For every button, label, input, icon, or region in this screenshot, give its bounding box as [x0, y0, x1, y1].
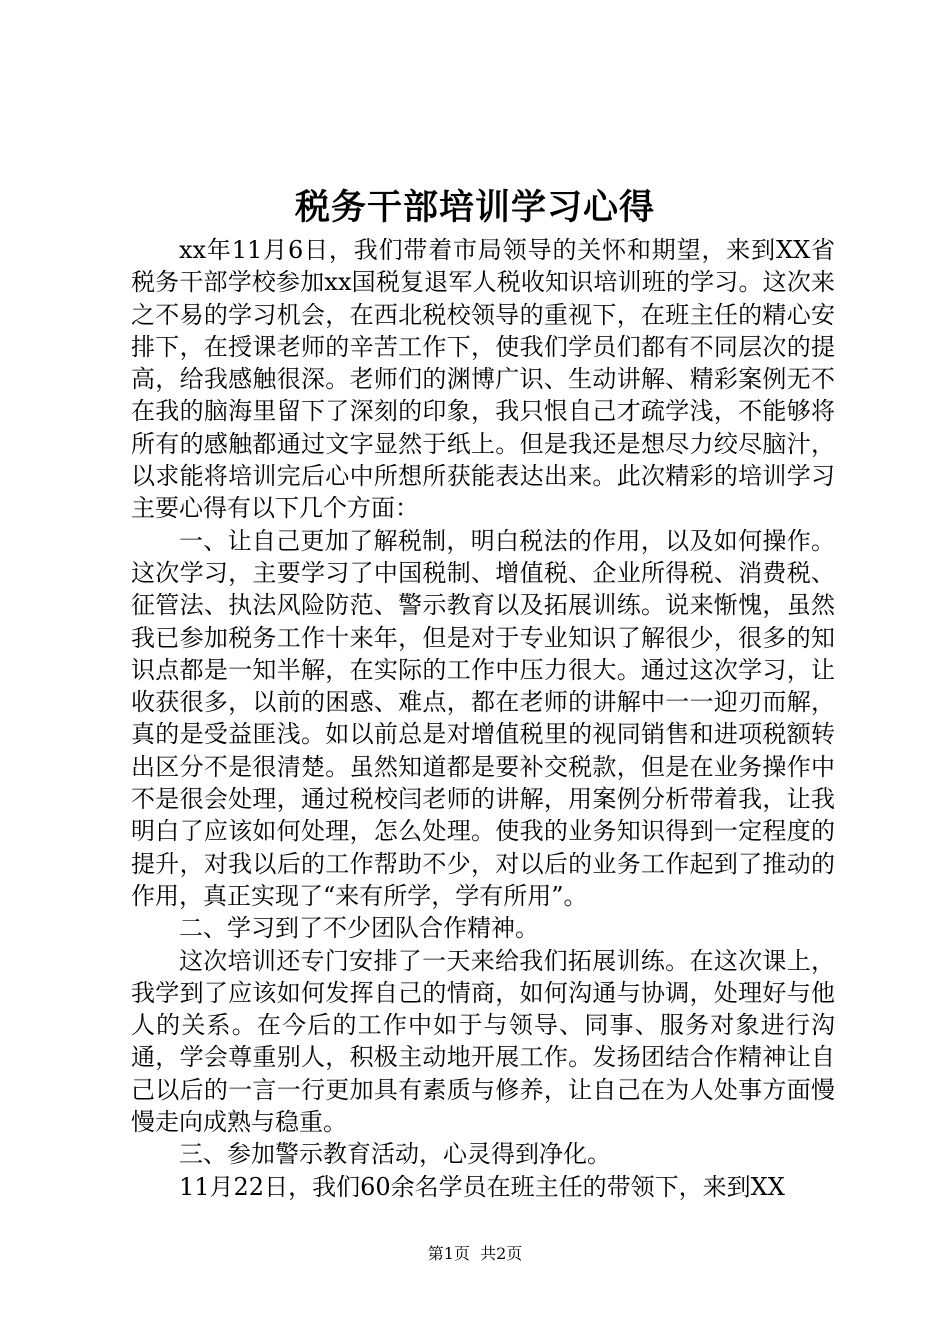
paragraph-section-one: 一、让自己更加了解税制，明白税法的作用，以及如何操作。这次学习，主要学习了中国税制、增值税、企业所得税、消费税、征管法、执法风险防范、警示教育以及拓展训练。说来惭愧，虽然我已参加税务工作十来年，但是对于专业知识了解很少，很多的知识点都是一知半解，在实际的工作中压力很大。通过这次学习，让收获很多，以前的困惑、难点，都在老师的讲解中一一迎刃而解，真的是受益匪浅。如以前总是对增值税里的视同销售和进项税额转出区分不是很清楚。虽然知道都是要补交税款，但是在业务操作中不是很会处理，通过税校闫老师的讲解，用案例分析带着我，让我明白了应该如何处理，怎么处理。使我的业务知识得到一定程度的提升，对我以后的工作帮助不少，对以后的业务工作起到了推动的作用，真正实现了“来有所学，学有所用”。 [131, 526, 835, 910]
paragraph-section-three-heading: 三、参加警示教育活动，心灵得到净化。 [179, 1140, 611, 1169]
paragraph-intro: xx年11月6日，我们带着市局领导的关怀和期望，来到XX省税务干部学校参加xx国税复退军人税收知识培训班的学习。这次来之不易的学习机会，在西北税校领导的重视下，在班主任的精心安排下，在授课老师的辛苦工作下，使我们学员们都有不同层次的提高，给我感触很深。老师们的渊博广识、生动讲解、精彩案例无不在我的脑海里留下了深刻的印象，我只恨自己才疏学浅，不能够将所有的感触都通过文字显然于纸上。但是我还是想尽力绞尽脑汁，以求能将培训完后心中所想所获能表达出来。此次精彩的培训学习主要心得有以下几个方面： [131, 236, 835, 523]
paragraph-section-two: 这次培训还专门安排了一天来给我们拓展训练。在这次课上，我学到了应该如何发挥自己的情商，如何沟通与协调，处理好与他人的关系。在今后的工作中如于与领导、同事、服务对象进行沟通，学会尊重别人，积极主动地开展工作。发扬团结合作精神让自己以后的一言一行更加具有素质与修养，让自己在为人处事方面慢慢走向成熟与稳重。 [131, 946, 835, 1137]
page-footer [0, 1242, 950, 1266]
page-total: 共2页 [480, 1244, 523, 1263]
page-number: 第1页 [427, 1244, 470, 1263]
document-title: 税务干部培训学习心得 [294, 187, 655, 228]
paragraph-section-two-heading: 二、学习到了不少团队合作精神。 [179, 914, 539, 943]
document-body [131, 234, 835, 1203]
paragraph-section-three: 11月22日，我们60余名学员在班主任的带领下，来到XX [179, 1172, 785, 1201]
